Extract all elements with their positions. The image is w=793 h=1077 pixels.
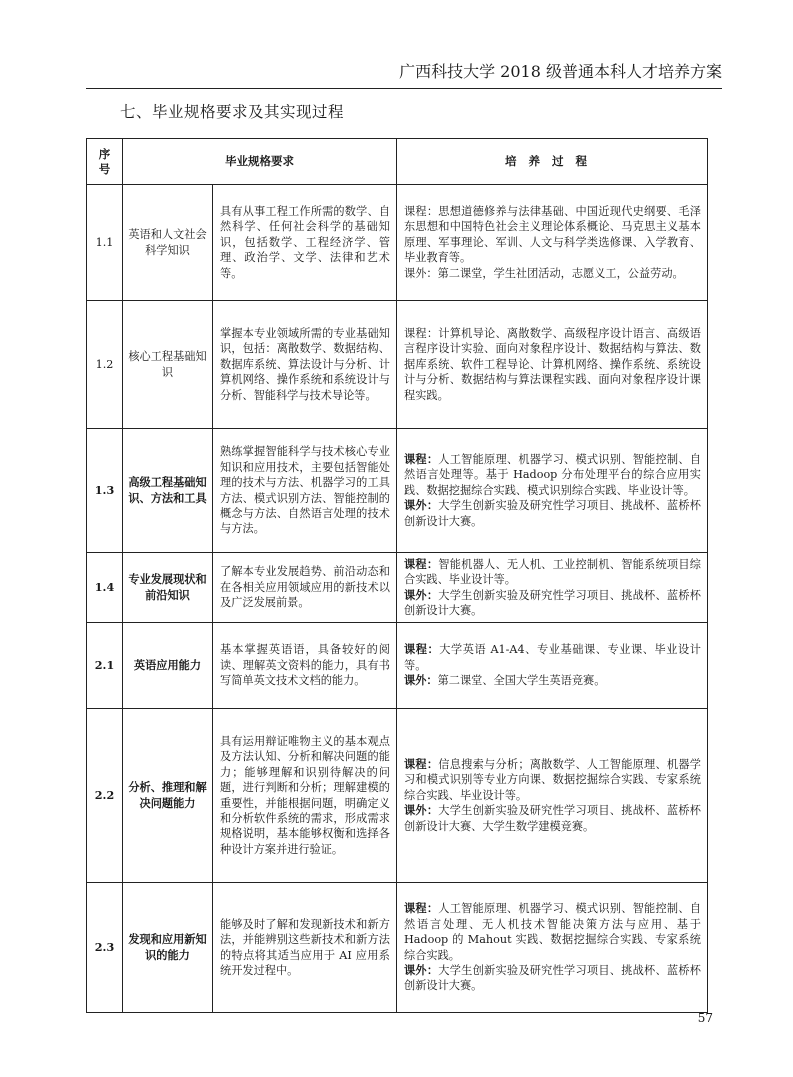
- extra-line: [404, 266, 701, 281]
- process-cell: [397, 301, 708, 429]
- section-title: 七、毕业规格要求及其实现过程: [120, 103, 345, 121]
- requirement-name: 核心工程基础知识: [123, 301, 213, 429]
- header-no: 序 号: [87, 139, 123, 185]
- extra-label: 课外：: [404, 587, 439, 602]
- course-label: 课程：: [404, 204, 439, 218]
- extra-line: [404, 803, 701, 834]
- row-number: 1.1: [87, 185, 123, 301]
- process-cell: [397, 185, 708, 301]
- requirement-text: 具有从事工程工作所需的数学、自然科学、任何社会科学的基础知识，包括数学、工程经济学、管理、政治学、文学、法律和艺术等。: [213, 185, 397, 301]
- course-label: 课程：: [404, 556, 439, 571]
- row-number: 2.1: [87, 623, 123, 709]
- course-label: 课程：: [404, 451, 439, 466]
- course-text: 大学英语 A1-A4、专业基础课、专业课、毕业设计等。: [404, 643, 701, 672]
- course-line: [404, 557, 701, 588]
- course-label: 课程：: [404, 901, 439, 916]
- process-cell: [397, 883, 708, 1013]
- requirement-text: 具有运用辩证唯物主义的基本观点及方法认知、分析和解决问题的能力；能够理解和识别待解决的问题，进行判断和分析；理解建模的重要性，并能根据问题，明确定义和分析软件系统的需求，形成需求规格说明，基本能够权衡和选择各种设计方案并进行验证。: [213, 709, 397, 883]
- table-row: [87, 185, 708, 301]
- course-line: [404, 204, 701, 266]
- course-line: [404, 757, 701, 803]
- requirement-name: 分析、推理和解决问题能力: [123, 709, 213, 883]
- extra-label: 课外：: [404, 803, 439, 818]
- course-label: 课程：: [404, 642, 440, 657]
- row-number: 2.2: [87, 709, 123, 883]
- extra-line: [404, 588, 701, 619]
- requirement-name: 高级工程基础知识、方法和工具: [123, 429, 213, 553]
- requirement-name: 专业发展现状和前沿知识: [123, 553, 213, 623]
- page-number: 57: [697, 1011, 713, 1025]
- course-text: 人工智能原理、机器学习、模式识别、智能控制、自然语言处理等。基于 Hadoop 分布处理平台的综合应用实践、数据挖掘综合实践、模式识别综合实践、毕业设计等。: [404, 452, 701, 497]
- table-row: [87, 709, 708, 883]
- header-process: 培养过程: [397, 139, 708, 185]
- requirement-text: 基本掌握英语语，具备较好的阅读、理解英文资料的能力，具有书写简单英文技术文档的能力。: [213, 623, 397, 709]
- row-number: 1.2: [87, 301, 123, 429]
- course-line: [404, 642, 701, 673]
- extra-label: 课外：: [404, 266, 438, 280]
- extra-label: 课外：: [404, 962, 439, 977]
- process-cell: [397, 623, 708, 709]
- extra-line: [404, 963, 701, 994]
- course-text: 智能机器人、无人机、工业控制机、智能系统项目综合实践、毕业设计等。: [404, 557, 701, 587]
- course-text: 思想道德修养与法律基础、中国近现代史纲要、毛泽东思想和中国特色社会主义理论体系概论、马克思主义基本原理、军事理论、军训、人文与科学类选修课、入学教育、毕业教育等。: [404, 204, 701, 265]
- table-row: [87, 883, 708, 1013]
- extra-text: 大学生创新实验及研究性学习项目、挑战杯、蓝桥杯创新设计大赛。: [404, 963, 701, 993]
- course-label: 课程：: [404, 326, 439, 340]
- extra-text: 大学生创新实验及研究性学习项目、挑战杯、蓝桥杯创新设计大赛。: [404, 588, 701, 617]
- requirement-text: 了解本专业发展趋势、前沿动态和在各相关应用领域应用的新技术以及广泛发展前景。: [213, 553, 397, 623]
- header-requirement: 毕业规格要求: [123, 139, 397, 185]
- extra-text: 第二课堂，学生社团活动，志愿义工，公益劳动。: [437, 266, 684, 280]
- header-rule: [86, 88, 722, 89]
- course-line: [404, 326, 701, 403]
- row-number: 2.3: [87, 883, 123, 1013]
- course-text: 信息搜索与分析；离散数学、人工智能原理、机器学习和模式识别等专业方向课、数据挖掘综合实践、专家系统综合实践、毕业设计等。: [404, 757, 701, 802]
- page-header: 广西科技大学 2018 级普通本科人才培养方案: [399, 62, 722, 81]
- requirement-name: 英语应用能力: [123, 623, 213, 709]
- course-text: 计算机导论、离散数学、高级程序设计语言、高级语言程序设计实验、面向对象程序设计、数据结构与算法、数据库系统、软件工程导论、计算机网络、操作系统、系统设计与分析、数据结构与算法课程实践、面向对象程序设计课程实践。: [404, 326, 701, 402]
- table-row: [87, 553, 708, 623]
- table-row: [87, 301, 708, 429]
- requirement-name: 发现和应用新知识的能力: [123, 883, 213, 1013]
- requirements-table: [86, 138, 708, 1013]
- extra-label: 课外：: [404, 673, 438, 688]
- course-line: [404, 452, 701, 498]
- extra-text: 大学生创新实验及研究性学习项目、挑战杯、蓝桥杯创新设计大赛、大学生数学建模竞赛。: [404, 804, 701, 833]
- process-cell: [397, 429, 708, 553]
- extra-line: [404, 498, 701, 529]
- extra-label: 课外：: [404, 498, 439, 513]
- course-text: 人工智能原理、机器学习、模式识别、智能控制、自然语言处理、无人机技术智能决策方法与应用、基于 Hadoop 的 Mahout 实践、数据挖掘综合实践、专家系统综合实践。: [404, 902, 701, 962]
- process-cell: [397, 709, 708, 883]
- row-number: 1.4: [87, 553, 123, 623]
- process-cell: [397, 553, 708, 623]
- table-row: [87, 623, 708, 709]
- requirement-text: 掌握本专业领域所需的专业基础知识，包括：离散数学、数据结构、数据库系统、算法设计与分析、计算机网络、操作系统和系统设计与分析、智能科学与技术导论等。: [213, 301, 397, 429]
- extra-text: 第二课堂、全国大学生英语竞赛。: [437, 674, 606, 688]
- row-number: 1.3: [87, 429, 123, 553]
- table-row: [87, 429, 708, 553]
- course-line: [404, 901, 701, 963]
- course-label: 课程：: [404, 756, 439, 771]
- requirement-text: 熟练掌握智能科学与技术核心专业知识和应用技术，主要包括智能处理的技术与方法、机器学习的工具方法、模式识别方法、智能控制的概念与方法、自然语言处理的技术与方法。: [213, 429, 397, 553]
- requirement-text: 能够及时了解和发现新技术和新方法，并能辨别这些新技术和新方法的特点将其适当应用于 AI 应用系统开发过程中。: [213, 883, 397, 1013]
- extra-text: 大学生创新实验及研究性学习项目、挑战杯、蓝桥杯创新设计大赛。: [404, 499, 701, 528]
- extra-line: [404, 673, 701, 688]
- requirement-name: 英语和人文社会科学知识: [123, 185, 213, 301]
